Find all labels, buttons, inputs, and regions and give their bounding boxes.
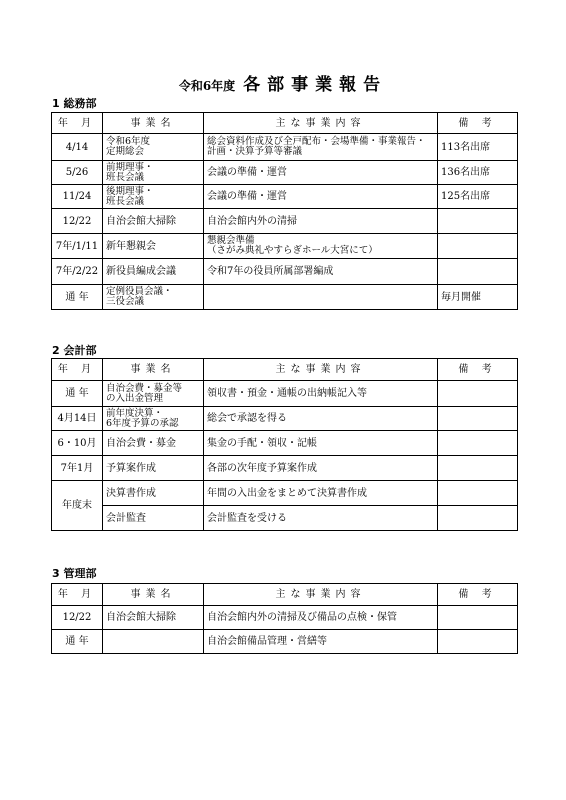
row-note: 113名出席	[438, 134, 518, 161]
row-date: 7年/1/11	[52, 234, 103, 259]
row-name: 前期理事・ 班長会議	[103, 161, 204, 185]
table-row	[52, 381, 518, 407]
row-content	[204, 285, 438, 310]
table-row	[52, 481, 518, 506]
row-name: 自治会費・募金	[103, 431, 204, 456]
table-row	[52, 161, 518, 185]
table-row	[52, 606, 518, 630]
row-note: 125名出席	[438, 185, 518, 209]
row-content: 会議の準備・運営	[204, 185, 438, 209]
row-content: 令和7年の役員所属部署編成	[204, 259, 438, 285]
row-name: 自治会館大掃除	[103, 209, 204, 234]
row-note	[438, 259, 518, 285]
row-content: 会計監査を受ける	[204, 506, 438, 531]
row-content: 年間の入出金をまとめて決算書作成	[204, 481, 438, 506]
header-name: 事業名	[103, 584, 204, 606]
row-date: 11/24	[52, 185, 103, 209]
row-date: 12/22	[52, 209, 103, 234]
soumu-table	[51, 112, 518, 310]
section-heading-soumu: 1 総務部	[52, 97, 97, 110]
row-content: 集金の手配・領収・記帳	[204, 431, 438, 456]
row-note	[438, 431, 518, 456]
row-date: 通 年	[52, 630, 103, 654]
table-row	[52, 285, 518, 310]
row-date: 4月14日	[52, 407, 103, 431]
row-name: 決算書作成	[103, 481, 204, 506]
row-content: 領収書・預金・通帳の出納帳記入等	[204, 381, 438, 407]
row-note: 毎月開催	[438, 285, 518, 310]
header-date: 年 月	[52, 113, 103, 134]
row-note	[438, 209, 518, 234]
kanri-table	[51, 583, 518, 654]
row-note	[438, 381, 518, 407]
table-row	[52, 506, 518, 531]
header-content: 主な事業内容	[204, 584, 438, 606]
row-name	[103, 630, 204, 654]
row-note	[438, 234, 518, 259]
row-note	[438, 506, 518, 531]
table-row	[52, 234, 518, 259]
header-name: 事業名	[103, 359, 204, 381]
row-note	[438, 456, 518, 481]
row-name: 会計監査	[103, 506, 204, 531]
table-row	[52, 407, 518, 431]
row-content: 自治会館備品管理・営繕等	[204, 630, 438, 654]
table-header-row	[52, 113, 518, 134]
header-note: 備 考	[438, 113, 518, 134]
row-date: 4/14	[52, 134, 103, 161]
page-title	[0, 70, 566, 95]
table-row	[52, 630, 518, 654]
row-note	[438, 407, 518, 431]
row-note	[438, 630, 518, 654]
table-row	[52, 456, 518, 481]
row-content: 懇親会準備 （さがみ典礼やすらぎホール大宮にて）	[204, 234, 438, 259]
table-row	[52, 185, 518, 209]
header-date: 年 月	[52, 359, 103, 381]
row-name: 前年度決算・ 6年度予算の承認	[103, 407, 204, 431]
header-name: 事業名	[103, 113, 204, 134]
row-content: 総会資料作成及び全戸配布・会場準備・事業報告・計画・決算予算等審議	[204, 134, 438, 161]
row-name: 自治会館大掃除	[103, 606, 204, 630]
section-heading-kanri: 3 管理部	[52, 567, 97, 580]
row-name: 後期理事・ 班長会議	[103, 185, 204, 209]
row-content: 各部の次年度予算案作成	[204, 456, 438, 481]
row-date: 年度末	[52, 481, 103, 531]
table-header-row	[52, 359, 518, 381]
row-note	[438, 481, 518, 506]
table-row	[52, 134, 518, 161]
header-note: 備 考	[438, 359, 518, 381]
row-date: 通 年	[52, 381, 103, 407]
kaikei-table	[51, 358, 518, 531]
header-note: 備 考	[438, 584, 518, 606]
section-heading-kaikei: 2 会計部	[52, 344, 97, 357]
row-date: 6・10月	[52, 431, 103, 456]
table-row	[52, 431, 518, 456]
title-main: 各部事業報告	[243, 75, 388, 95]
row-content: 自治会館内外の清掃及び備品の点検・保管	[204, 606, 438, 630]
row-date: 12/22	[52, 606, 103, 630]
row-name: 自治会費・募金等 の入出金管理	[103, 381, 204, 407]
row-note: 136名出席	[438, 161, 518, 185]
row-content: 会議の準備・運営	[204, 161, 438, 185]
row-content: 総会で承認を得る	[204, 407, 438, 431]
row-name: 新役員編成会議	[103, 259, 204, 285]
row-note	[438, 606, 518, 630]
row-date: 5/26	[52, 161, 103, 185]
table-header-row	[52, 584, 518, 606]
row-date: 7年/2/22	[52, 259, 103, 285]
row-name: 定例役員会議・ 三役会議	[103, 285, 204, 310]
header-content: 主な事業内容	[204, 113, 438, 134]
table-row	[52, 259, 518, 285]
header-content: 主な事業内容	[204, 359, 438, 381]
row-name: 新年懇親会	[103, 234, 204, 259]
table-row	[52, 209, 518, 234]
row-content: 自治会館内外の清掃	[204, 209, 438, 234]
title-year: 令和6年度	[178, 79, 236, 93]
row-name: 令和6年度 定期総会	[103, 134, 204, 161]
header-date: 年 月	[52, 584, 103, 606]
row-name: 予算案作成	[103, 456, 204, 481]
row-date: 7年1月	[52, 456, 103, 481]
row-date: 通 年	[52, 285, 103, 310]
